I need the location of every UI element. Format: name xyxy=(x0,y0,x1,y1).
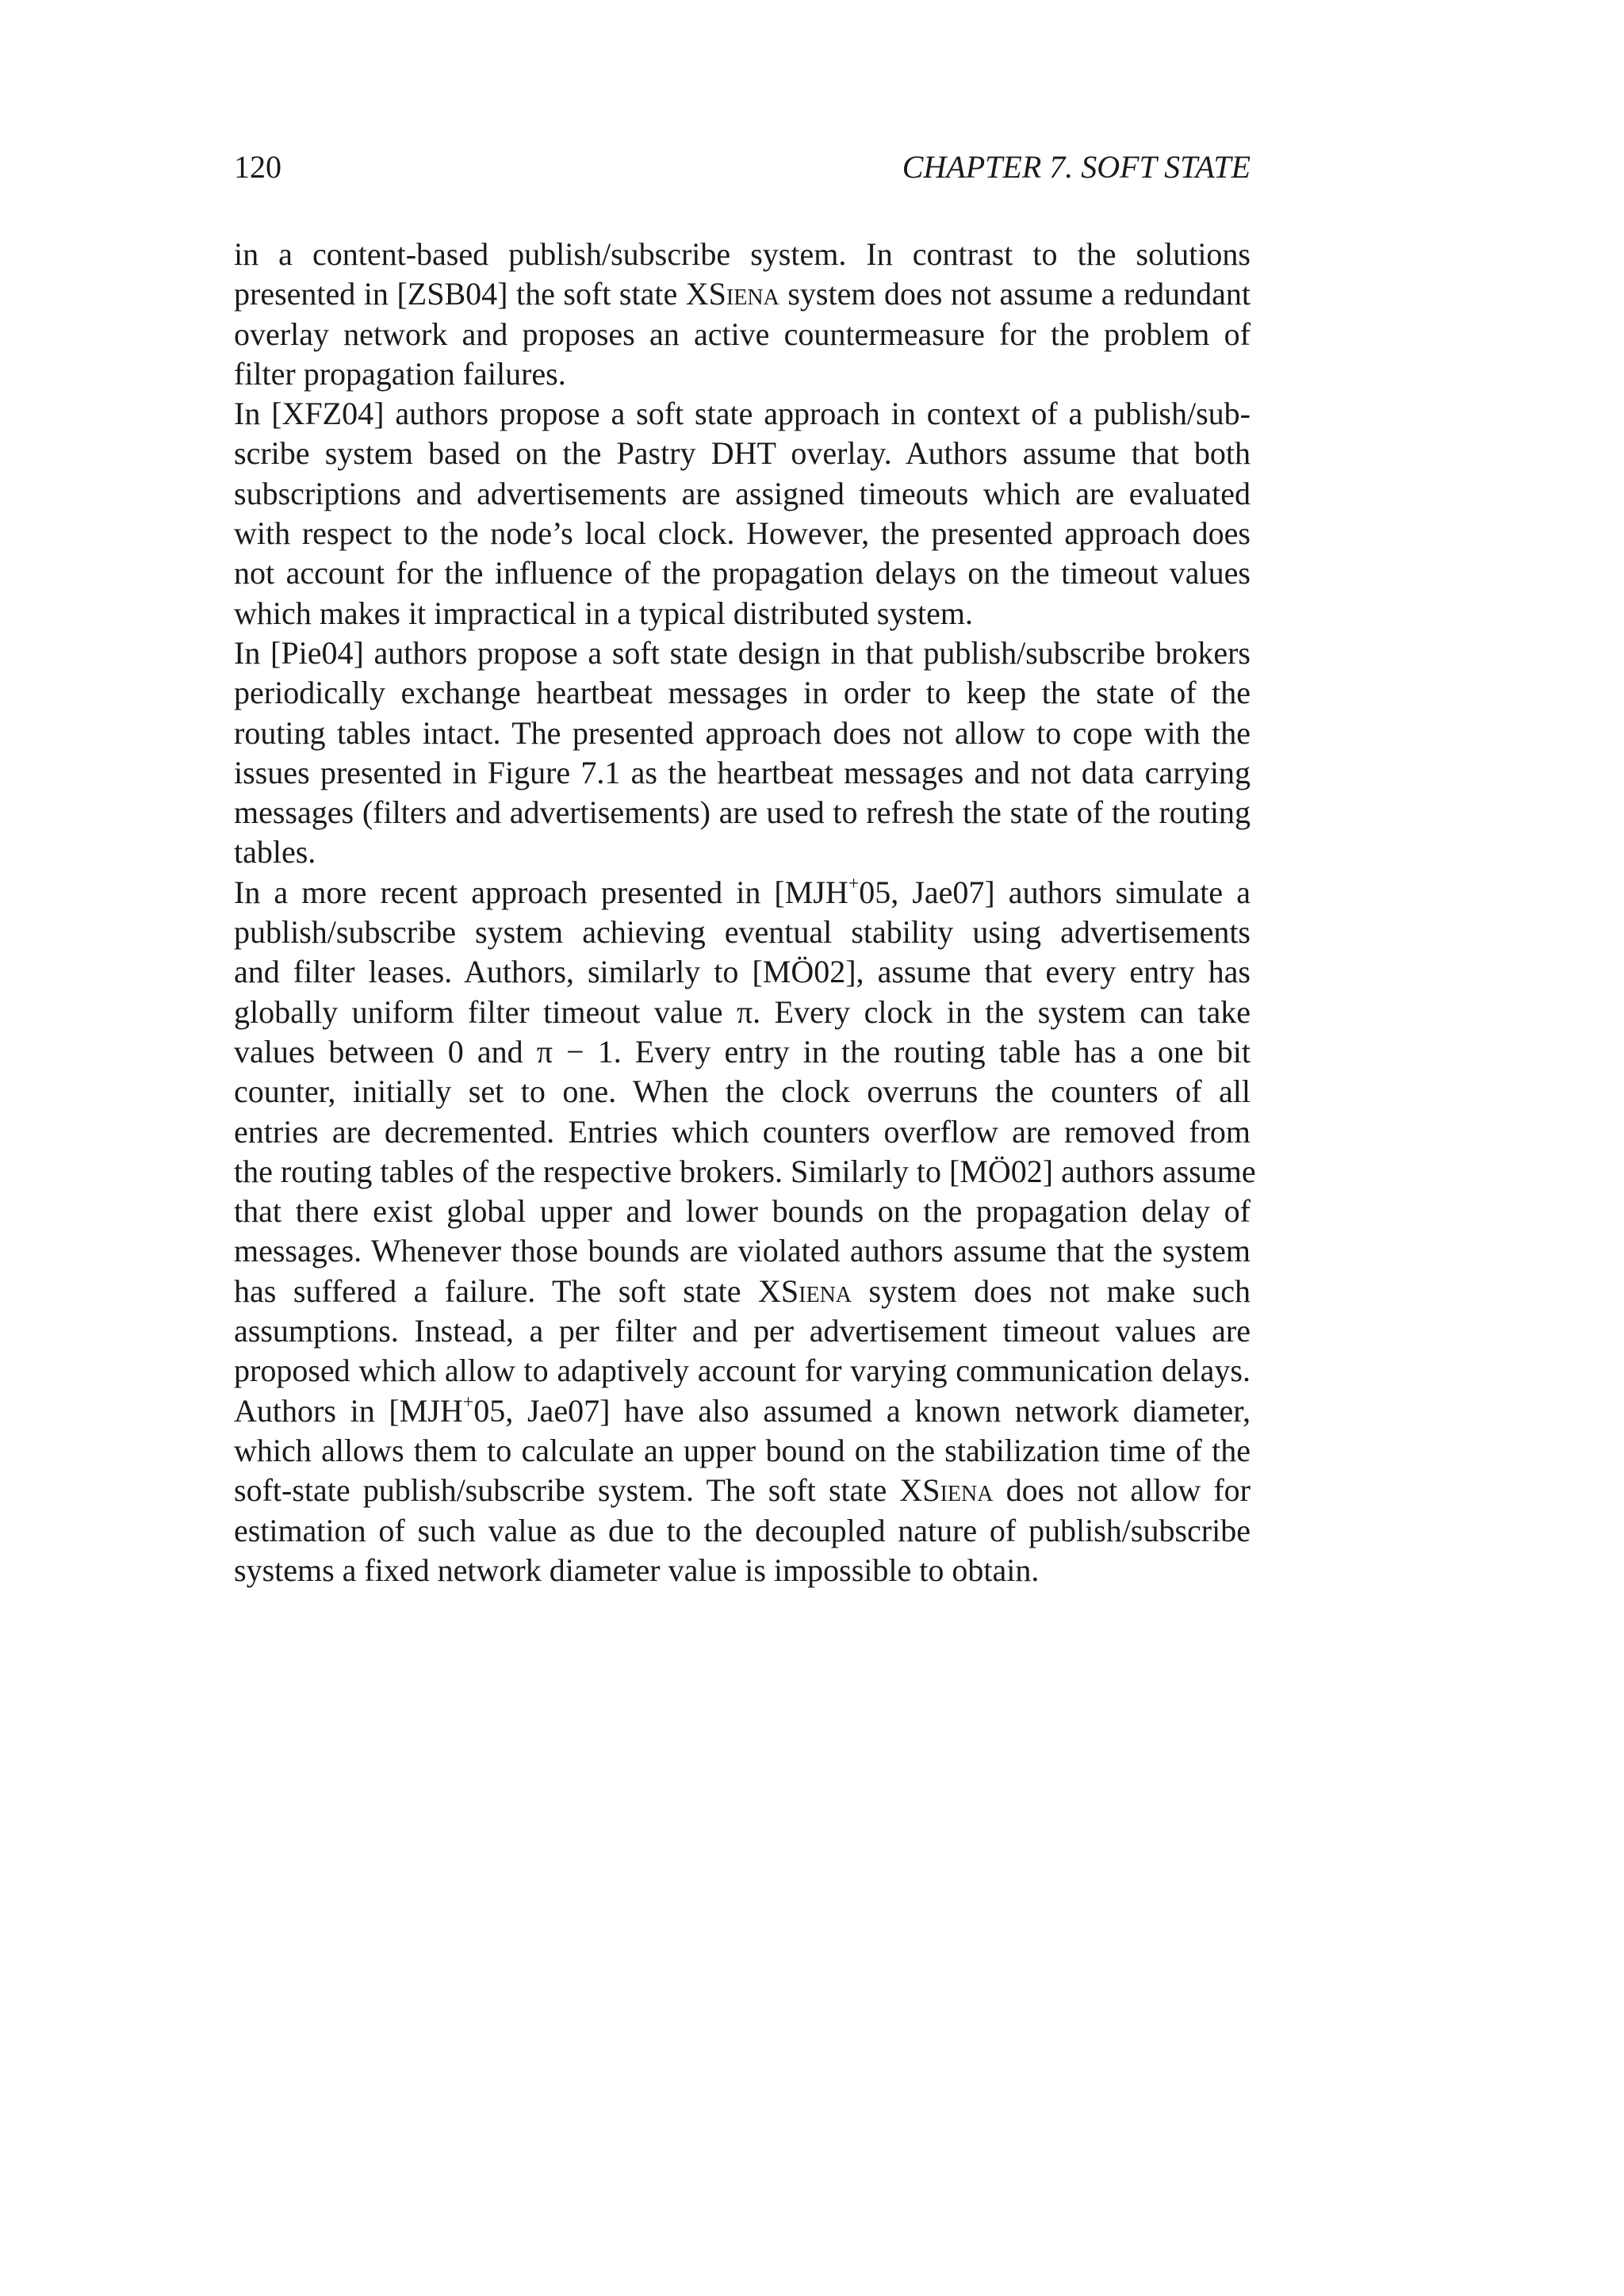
text-line: proposed which allow to adaptively account for varying communication delays. xyxy=(234,1353,1251,1389)
text-line: messages. Whenever those bounds are violated authors assume that the system xyxy=(234,1233,1251,1269)
text-line: which makes it impractical in a typical distributed system. xyxy=(234,595,973,631)
text-line: which allows them to calculate an upper bound on the stabilization time of the xyxy=(234,1432,1251,1468)
text-line: systems a fixed network diameter value is impossible to obtain. xyxy=(234,1552,1040,1588)
text-line: messages (filters and advertisements) are used to refresh the state of the routing xyxy=(234,794,1251,831)
text-line: scribe system based on the Pastry DHT overlay. Authors assume that both xyxy=(234,435,1251,472)
text-line: values between 0 and π − 1. Every entry in the routing table has a one bit xyxy=(234,1033,1251,1070)
text-line: In [XFZ04] authors propose a soft state approach in context of a publish/sub- xyxy=(234,396,1251,432)
text-line: Authors in [MJH+05, Jae07] have also assumed a known network diameter, xyxy=(234,1392,1251,1429)
text-line: overlay network and proposes an active countermeasure for the problem of xyxy=(234,316,1251,352)
text-line: publish/subscribe system achieving eventual stability using advertisements xyxy=(234,914,1251,951)
text-line: In [Pie04] authors propose a soft state design in that publish/subscribe brokers xyxy=(234,634,1251,671)
text-line: issues presented in Figure 7.1 as the heartbeat messages and not data carrying xyxy=(234,754,1251,790)
text-line: counter, initially set to one. When the clock overruns the counters of all xyxy=(234,1073,1251,1110)
text-line: the routing tables of the respective brokers. Similarly to [MÖ02] authors assume xyxy=(234,1153,1256,1189)
text-line: routing tables intact. The presented approach does not allow to cope with the xyxy=(234,714,1251,751)
running-head: CHAPTER 7. SOFT STATE xyxy=(902,149,1251,185)
text-line: periodically exchange heartbeat messages in order to keep the state of the xyxy=(234,675,1251,711)
text-line: assumptions. Instead, a per filter and per advertisement timeout values are xyxy=(234,1313,1251,1349)
page-number: 120 xyxy=(234,149,282,185)
text-line: presented in [ZSB04] the soft state XSiena system does not assume a redundant xyxy=(234,276,1251,312)
text-line: globally uniform filter timeout value π. Every clock in the system can take xyxy=(234,993,1251,1030)
text-line: and filter leases. Authors, similarly to [MÖ02], assume that every entry has xyxy=(234,954,1251,990)
body-text xyxy=(234,235,1256,1590)
text-line: not account for the influence of the propagation delays on the timeout values xyxy=(234,555,1251,591)
text-line: soft-state publish/subscribe system. The soft state XSiena does not allow for xyxy=(234,1472,1251,1509)
text-line: entries are decremented. Entries which counters overflow are removed from xyxy=(234,1113,1251,1150)
text-line: that there exist global upper and lower bounds on the propagation delay of xyxy=(234,1193,1251,1230)
text-line: subscriptions and advertisements are assigned timeouts which are evaluated xyxy=(234,475,1251,511)
text-line: estimation of such value as due to the decoupled nature of publish/subscribe xyxy=(234,1512,1251,1548)
text-line: in a content-based publish/subscribe system. In contrast to the solutions xyxy=(234,236,1251,272)
page-header xyxy=(234,145,1251,189)
text-line: has suffered a failure. The soft state XSiena system does not make such xyxy=(234,1272,1251,1309)
text-line: In a more recent approach presented in [MJH+05, Jae07] authors simulate a xyxy=(234,874,1251,910)
text-line: tables. xyxy=(234,834,316,871)
text-line: filter propagation failures. xyxy=(234,355,566,392)
text-line: with respect to the node’s local clock. However, the presented approach does xyxy=(234,515,1251,552)
